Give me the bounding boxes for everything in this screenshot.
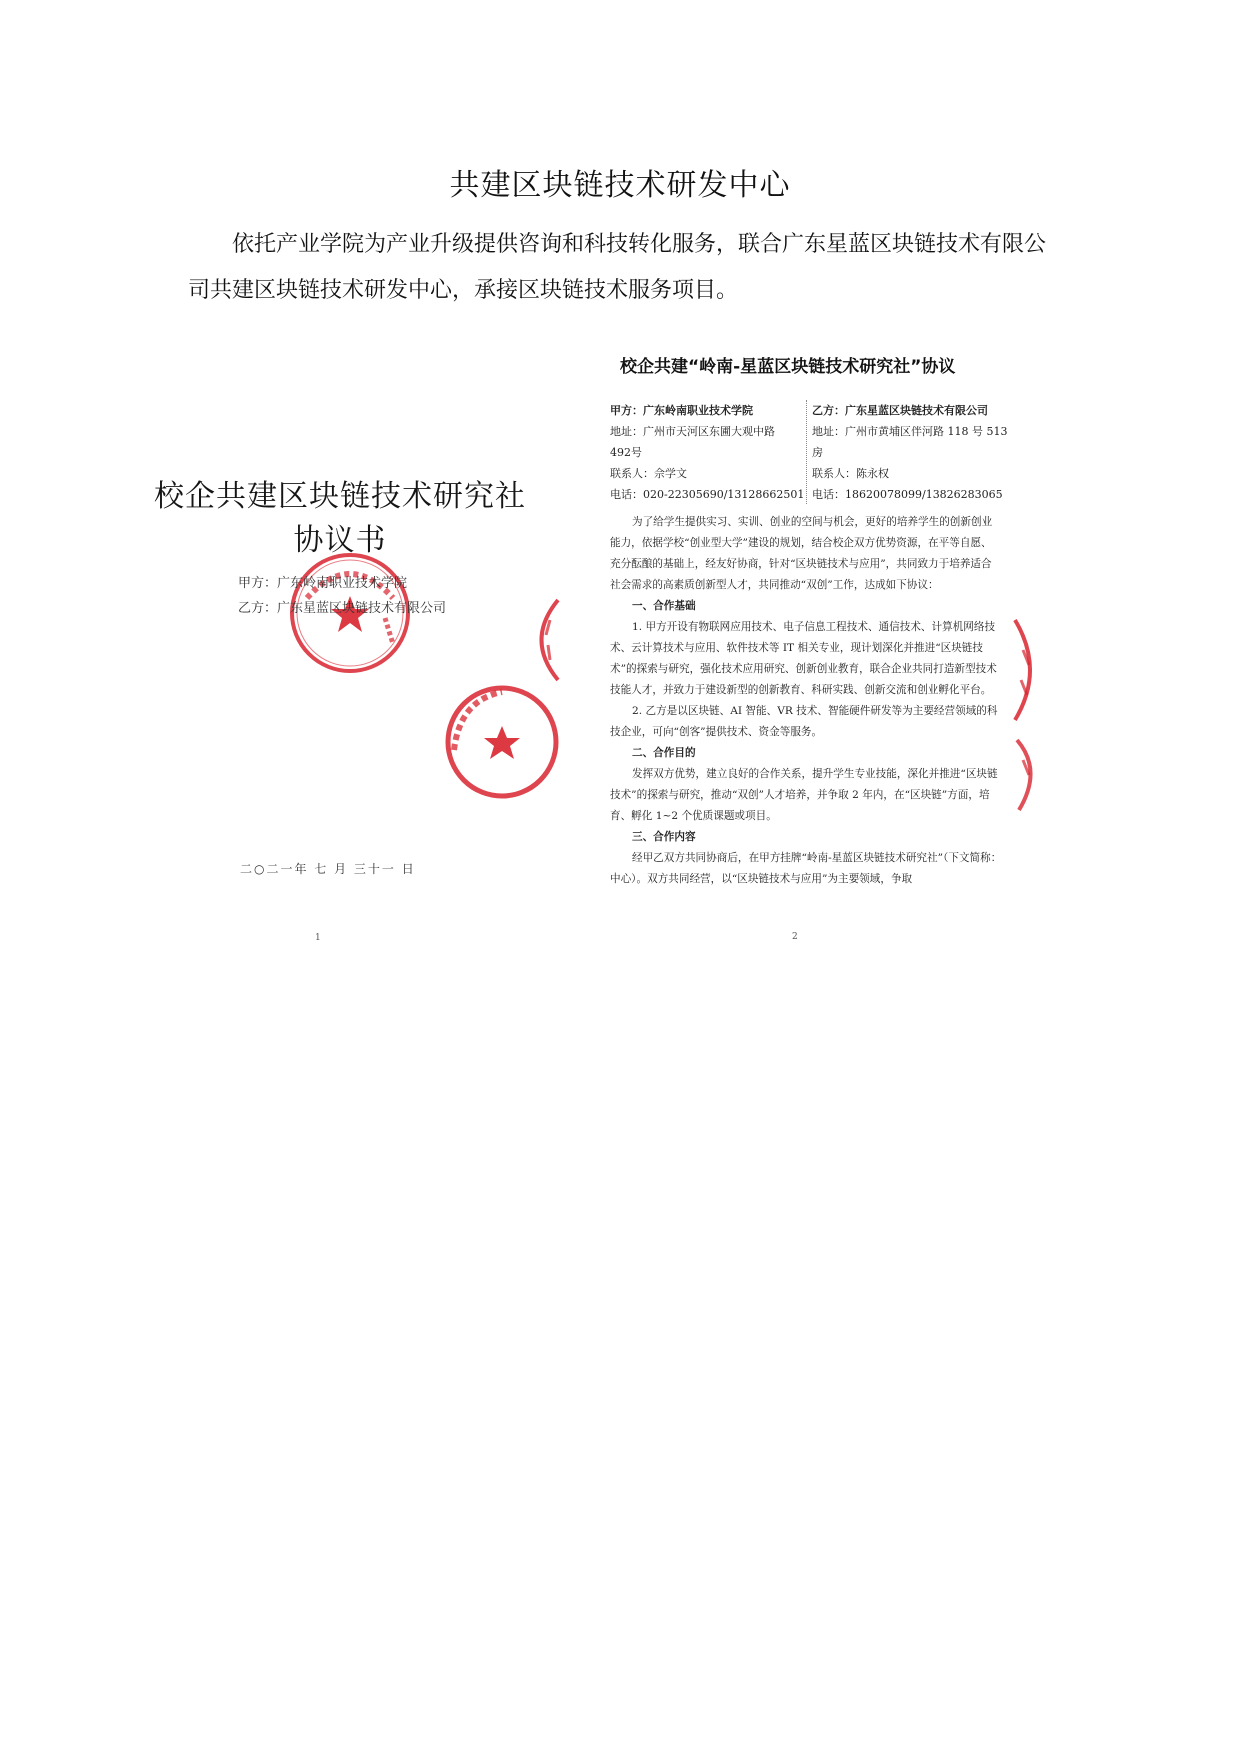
section3-title: 三、合作内容 [632, 831, 696, 843]
agreement-page-scan [580, 320, 1040, 950]
info-divider [806, 400, 808, 504]
agreement-page-number: 2 [792, 932, 798, 942]
cover-page-scan [120, 420, 560, 960]
party-b-phone: 电话：18620078099/13826283065 [812, 488, 1003, 501]
agreement-party-b-block [812, 400, 1027, 505]
section1-paragraph2: 2. 乙方是以区块链、AI 智能、VR 技术、智能硬件研发等为主要经营领域的科技企业，可向“创客”提供技术、资金等服务。 [610, 705, 998, 738]
party-a-address-line2: 492号 [610, 446, 642, 459]
party-a-phone: 电话：020-22305690/13128662501 [610, 488, 805, 501]
agreement-body [610, 512, 1002, 890]
party-a-address-line1: 地址：广州市天河区东圃大观中路 [610, 425, 775, 438]
cover-date: 二○二一年 七 月 三十一 日 [240, 862, 416, 876]
cover-party-a: 甲方：广东岭南职业技术学院 [238, 576, 408, 591]
party-b-contact: 联系人：陈永权 [812, 467, 889, 480]
party-a-name: 广东岭南职业技术学院 [643, 404, 753, 417]
cover-page-number: 1 [315, 933, 321, 943]
page-title: 共建区块链技术研发中心 [449, 168, 791, 203]
company-stamp-edge-icon [1005, 610, 1040, 820]
school-stamp-partial-icon [440, 680, 560, 800]
party-b-name: 广东星蓝区块链技术有限公司 [845, 404, 988, 417]
section1-title: 一、合作基础 [632, 600, 696, 612]
party-b-address-line1: 地址：广州市黄埔区伴河路 118 号 513 [812, 425, 1008, 438]
section2-title: 二、合作目的 [632, 747, 696, 759]
company-stamp-partial-icon [520, 595, 560, 685]
agreement-party-a-block [610, 400, 820, 505]
cover-party-b: 乙方：广东星蓝区块链技术有限公司 [238, 601, 447, 616]
party-b-label: 乙方： [812, 404, 845, 417]
party-b-address-line2: 房 [812, 446, 823, 459]
agreement-preamble: 为了给学生提供实习、实训、创业的空间与机会，更好的培养学生的创新创业能力，依据学校“创业型大学”建设的规划，结合校企双方优势资源，在平等自愿、充分酝酿的基础上，经友好协商，针对“区块链技术与应用”，共同致力于培养适合社会需求的高素质创新型人才，共同推动“双创”工作，达成如下协议： [610, 516, 993, 591]
section1-paragraph1: 1. 甲方开设有物联网应用技术、电子信息工程技术、通信技术、计算机网络技术、云计算技术与应用、软件技术等 IT 相关专业，现计划深化并推进“区块链技术”的探索与研究，强化技术应用研究、创新创业教育，联合企业共同打造新型技术技能人才，并致力于建设新型的创新教育、科研实践、创新交流和创业孵化平台。 [610, 621, 997, 696]
agreement-title: 校企共建“岭南-星蓝区块链技术研究社”协议 [620, 357, 956, 377]
party-a-label: 甲方： [610, 404, 643, 417]
section2-paragraph1: 发挥双方优势，建立良好的合作关系，提升学生专业技能，深化并推进“区块链技术”的探索与研究，推动“双创”人才培养，并争取 2 年内，在“区块链”方面，培育、孵化 1~2 个优质课题或项目。 [610, 768, 998, 822]
intro-paragraph: 依托产业学院为产业升级提供咨询和科技转化服务，联合广东星蓝区块链技术有限公司共建区块链技术研发中心，承接区块链技术服务项目。 [188, 232, 1047, 303]
party-a-contact: 联系人：佘学文 [610, 467, 687, 480]
cover-title-line1: 校企共建区块链技术研究社 [154, 479, 526, 514]
cover-title-line2: 协议书 [293, 523, 387, 558]
section3-paragraph1: 经甲乙双方共同协商后，在甲方挂牌“岭南-星蓝区块链技术研究社”（下文简称：中心）。双方共同经营，以“区块链技术与应用”为主要领域，争取 [610, 852, 1002, 885]
